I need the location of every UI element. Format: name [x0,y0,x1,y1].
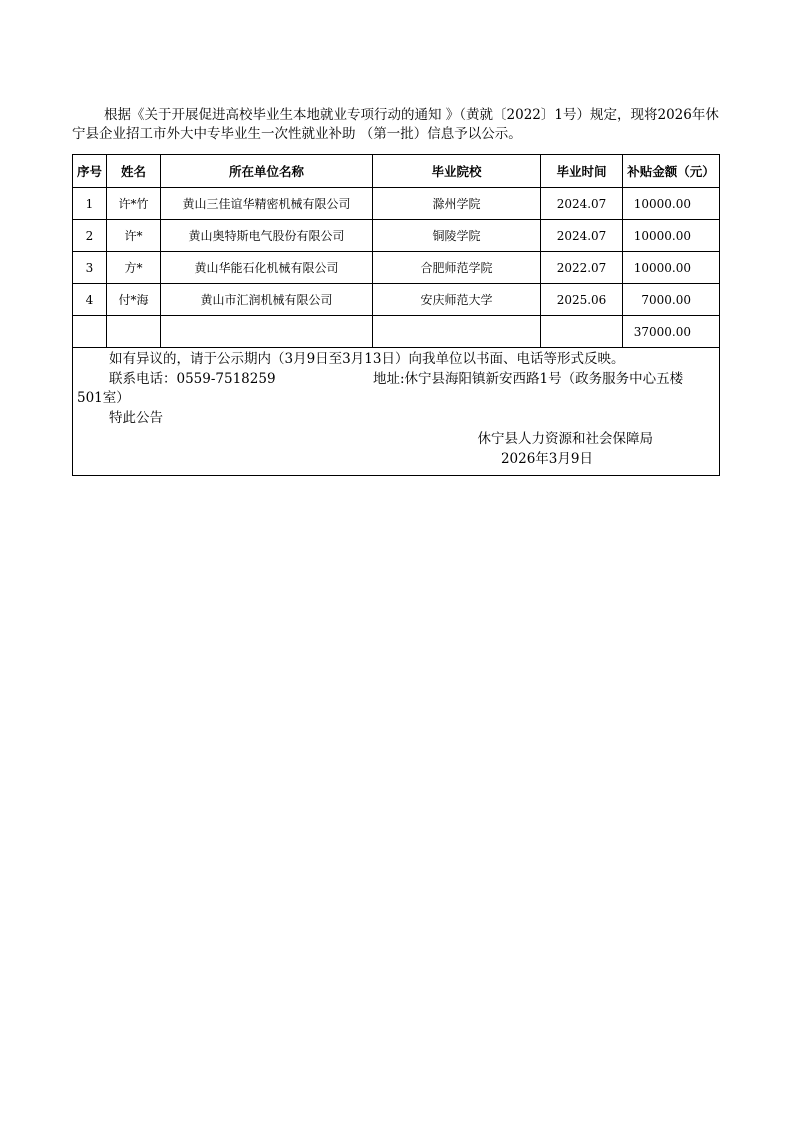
issue-date: 2026年3月9日 [500,450,593,467]
total-empty-cell [73,316,107,348]
contact-address-cont: 501室） [77,390,130,406]
header-amount: 补贴金额（元） [623,155,720,188]
row-amount: 10000.00 [623,252,720,284]
row-company: 黄山市汇润机械有限公司 [161,284,373,316]
row-school: 铜陵学院 [373,220,541,252]
row-school: 安庆师范大学 [373,284,541,316]
contact-address: 地址:休宁县海阳镇新安西路1号（政务服务中心五楼 [373,370,684,387]
header-name: 姓名 [107,155,161,188]
intro-text: 根据《关于开展促进高校毕业生本地就业专项行动的通知 》（黄就〔2022〕1号）规定，现将2026年休宁县企业招工市外大中专毕业生一次性就业补助 （第一批）信息予以公示。 [72,107,719,142]
total-empty-cell [373,316,541,348]
row-name: 许* [107,220,161,252]
row-amount: 10000.00 [623,220,720,252]
row-amount: 10000.00 [623,188,720,220]
row-grad-date: 2025.06 [541,284,623,316]
row-no: 2 [73,220,107,252]
intro-paragraph [72,106,720,144]
total-empty-cell [161,316,373,348]
table-row [73,188,720,220]
row-company: 黄山三佳谊华精密机械有限公司 [161,188,373,220]
total-empty-cell [541,316,623,348]
issuer-name: 休宁县人力资源和社会保障局 [477,431,653,447]
header-school: 毕业院校 [373,155,541,188]
contact-line [77,370,711,390]
table-row [73,252,720,284]
row-company: 黄山华能石化机械有限公司 [161,252,373,284]
table-row [73,284,720,316]
table-header-row [73,155,720,188]
total-empty-cell [107,316,161,348]
row-grad-date: 2022.07 [541,252,623,284]
closing-text: 特此公告 [109,409,163,426]
row-grad-date: 2024.07 [541,220,623,252]
contact-phone: 联系电话：0559-7518259 [109,370,276,387]
row-name: 许*竹 [107,188,161,220]
objection-text: 如有异议的，请于公示期内（3月9日至3月13日）向我单位以书面、电话等形式反映。 [109,351,625,367]
row-no: 4 [73,284,107,316]
header-grad-date: 毕业时间 [541,155,623,188]
row-name: 方* [107,252,161,284]
row-no: 1 [73,188,107,220]
row-grad-date: 2024.07 [541,188,623,220]
total-amount: 37000.00 [623,316,720,348]
row-amount: 7000.00 [623,284,720,316]
notice-row [73,348,720,476]
table-row [73,220,720,252]
notice-cell [73,348,720,476]
row-name: 付*海 [107,284,161,316]
row-school: 滁州学院 [373,188,541,220]
header-company: 所在单位名称 [161,155,373,188]
subsidy-table [72,154,720,476]
row-school: 合肥师范学院 [373,252,541,284]
total-row [73,316,720,348]
row-no: 3 [73,252,107,284]
header-no: 序号 [73,155,107,188]
row-company: 黄山奥特斯电气股份有限公司 [161,220,373,252]
